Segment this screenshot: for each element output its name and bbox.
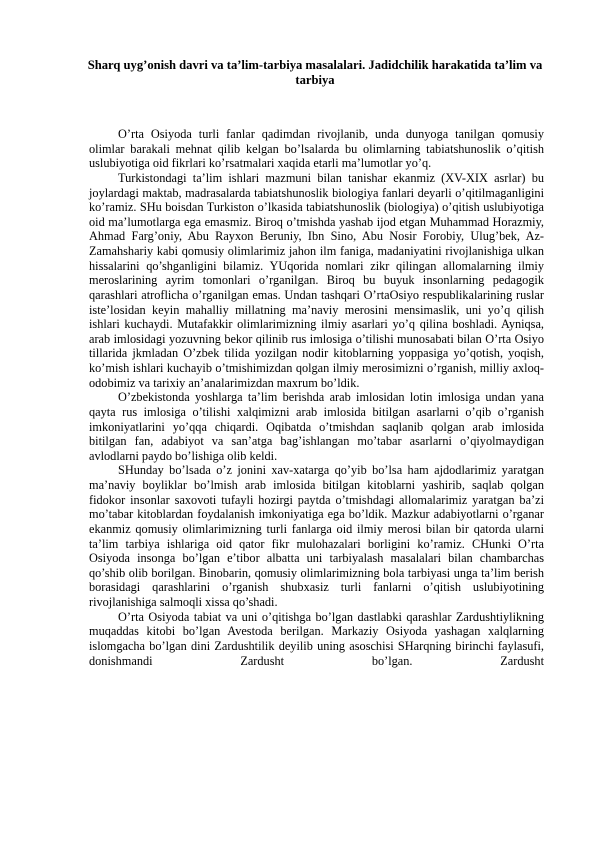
- paragraph-3: O’zbekistonda yoshlarga ta’lim berishda arab imlosidan lotin imlosiga undan yana qayta rus imlosiga o’tilishi xalqimizni arab imlosida bitilgan asarlarni o’qib o’rganish imkoniyatlarini yo’qqa chiqardi. Oqibatda o’tmishdan saqlanib qolgan arab imlosida bitilgan fan, adabiyot va san’atga bag’ishlangan mo’tabar asarlarni o’qiyolmaydigan avlodlarni paydo bo’lishiga olib keldi.: [89, 390, 544, 463]
- document-body: [89, 127, 544, 668]
- paragraph-5: O’rta Osiyoda tabiat va uni o’qitishga bo’lgan dastlabki qarashlar Zardushtiylikning muqaddas kitobi bo’lgan Avestoda berilgan. Markaziy Osiyoda yashagan xalqlarning islomgacha bo’lgan dini Zardushtilik deyilib uning asoschisi SHarqning birinchi faylasufi, donishmandi Zardusht bo’lgan. Zardusht: [89, 609, 544, 668]
- paragraph-4: SHunday bo’lsada o’z jonini xav-xatarga qo’yib bo’lsa ham ajdodlarimiz yaratgan ma’naviy boyliklar bo’lmish arab imlosida bitilgan kitoblarni yashirib, saqlab qolgan fidokor insonlar saxovoti tufayli hozirgi paytda o’tmishdagi allomalarimiz yaratgan ba’zi mo’tabar kitoblardan foydalanish imkoniyatiga ega bo’ldik. Mazkur adabiyotlarni o’rganar ekanmiz qomusiy olimlarimizning turli fanlarga oid ilmiy merosi bilan bir qatorda ularni ta’lim tarbiya ishlariga oid qator fikr mulohazalari borligini ko’ramiz. CHunki O’rta Osiyoda insonga bo’lgan e’tibor albatta uni tarbiyalash masalalari bilan chambarchas qo’shib olib borilgan. Binobarin, qomusiy olimlarimizning bola tarbiyasi unga ta’lim berish borasidagi qarashlarini o’rganish shubxasiz turli fanlarni o’qitish uslubiyotining rivojlanishiga salmoqli xissa qo’shadi.: [89, 463, 544, 609]
- paragraph-2: Turkistondagi ta’lim ishlari mazmuni bilan tanishar ekanmiz (XV-XIX asrlar) bu joylardagi maktab, madrasalarda tabiatshunoslik biologiya fanlari deyarli o’qitilmaganligini ko’ramiz. SHu boisdan Turkiston o’lkasida tabiatshunoslik (biologiya) o’qitish uslubiyotiga oid ma’lumotlarga ega emasmiz. Biroq o’tmishda yashab ijod etgan Muhammad Horazmiy, Ahmad Farg’oniy, Abu Rayxon Beruniy, Ibn Sino, Abu Nosir Forobiy, Ulug’bek, Az-Zamahshariy kabi qomusiy olimlarimiz jahon ilm faniga, madaniyatini rivojlanishiga ulkan hissalarini qo’shganligini bilamiz. YUqorida nomlari zikr qilingan allomalarning ilmiy meroslarining ayrim tomonlari o’rganilgan. Biroq bu buyuk insonlarning pedagogik qarashlari atroflicha o’rganilgan emas. Undan tashqari O’rtaOsiyo respublikalarining ruslar iste’losidan keyin mahalliy millatning ma’naviy merosini mensimaslik, uni yo’q qilish ishlari kuchaydi. Mutafakkir olimlarimizning ilmiy asarlari yo’q qilina boshladi. Ayniqsa, arab imlosidagi yozuvning bekor qilinib rus imlosiga o’tilishi munosabati bilan O’rta Osiyo tillarida jkmladan O’zbek tilida yozilgan nodir kitoblarning yoppasiga yo’qotish, yoqish, ko’mish ishlari kuchayib o’tmishimizdan qolgan ilmiy merosimizni o’rganish, milliy axloq-odobimiz va tarixiy an’analarimizdan maxrum bo’ldik.: [89, 170, 544, 390]
- paragraph-1: O’rta Osiyoda turli fanlar qadimdan rivojlanib, unda dunyoga tanilgan qomusiy olimlar barakali mehnat qilib kelgan bo’lsalarda bu olimlarning tabiatshunoslik o’qitish uslubiyotiga oid fikrlari ko’rsatmalari xaqida etarli ma’lumotlar yo’q.: [89, 127, 544, 171]
- document-title: Sharq uyg’onish davri va ta’lim-tarbiya masalalari. Jadidchilik harakatida ta’lim va tarbiya: [87, 58, 543, 88]
